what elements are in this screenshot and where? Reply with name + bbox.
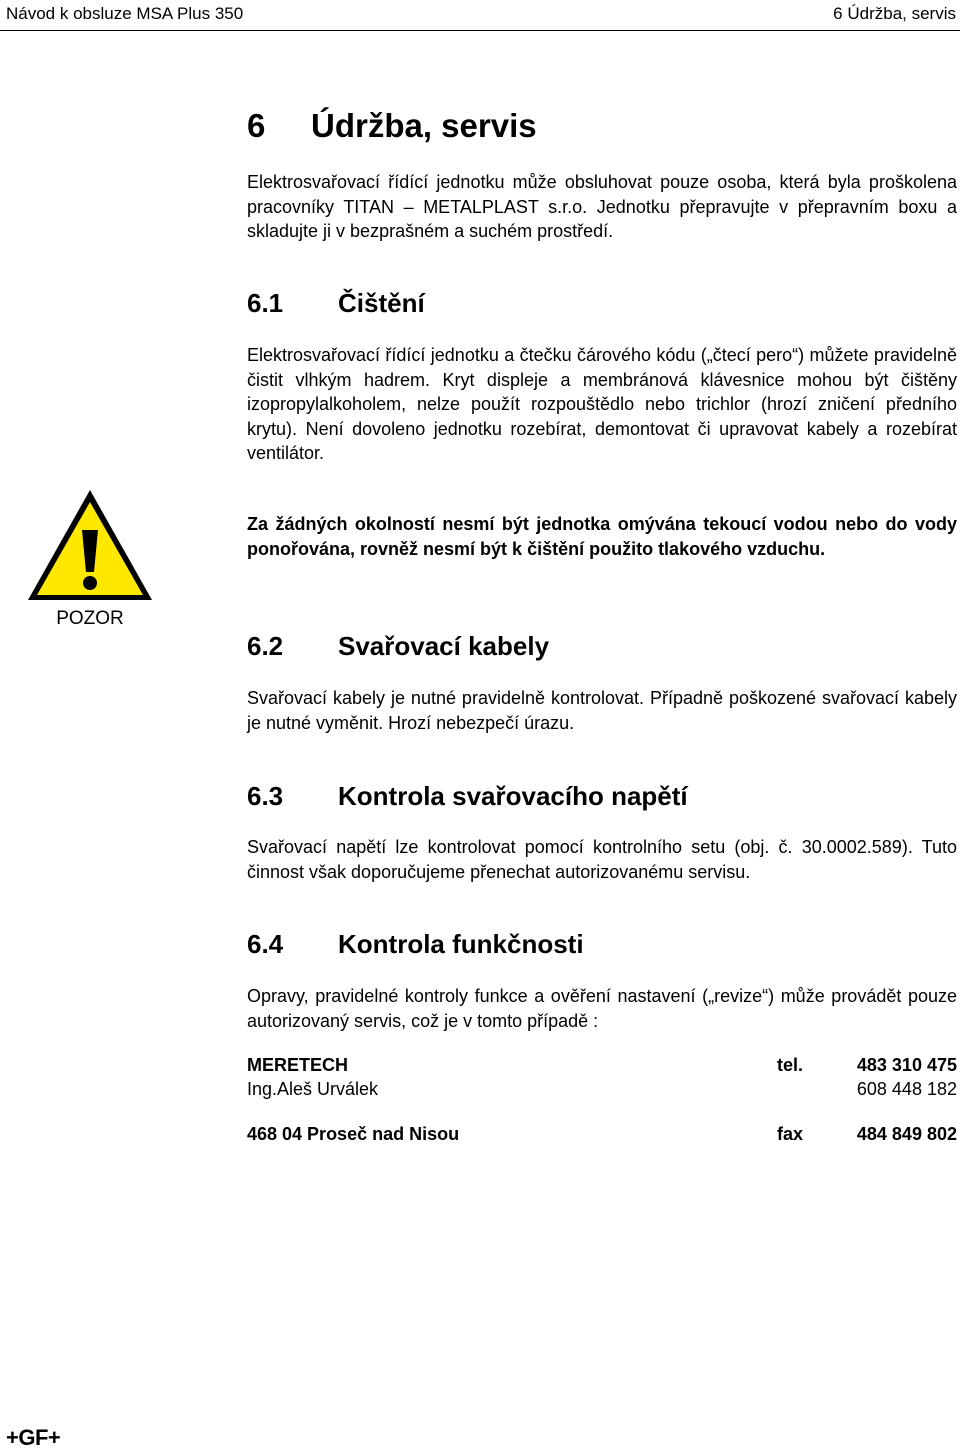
- section-6-heading: [247, 104, 537, 148]
- warning-text: Za žádných okolností nesmí být jednotka omývána tekoucí vodou nebo do vody ponořována, rovněž nesmí být k čištění použito tlakového vzduchu.: [247, 514, 957, 559]
- section-6-4-heading: [247, 927, 584, 961]
- section-6-4-text: Opravy, pravidelné kontroly funkce a ověření nastavení („revize“) může provádět pouze autorizovaný servis, což je v tomto případě :: [247, 986, 957, 1031]
- warning-label: POZOR: [56, 608, 124, 629]
- contact-tel: 483 310 475: [856, 1055, 957, 1075]
- section-6-1-number: 6.1: [247, 288, 284, 318]
- section-6-3-heading: [247, 779, 688, 813]
- warning-triangle-icon: [24, 486, 156, 604]
- section-6-3-text: Svařovací napětí lze kontrolovat pomocí kontrolního setu (obj. č. 30.0002.589). Tuto činnost však doporučujeme přenechat autorizovanému servisu.: [247, 837, 957, 882]
- section-6-3-title: Kontrola svařovacího napětí: [338, 781, 688, 811]
- contact-fax: 484 849 802: [856, 1124, 957, 1144]
- section-6-2-text: Svařovací kabely je nutné pravidelně kontrolovat. Případně poškozené svařovací kabely je nutné vyměnit. Hrozí nebezpečí úrazu.: [247, 688, 957, 733]
- section-6-title: Údržba, servis: [311, 107, 537, 144]
- page-header: [0, 0, 960, 31]
- section-6-2-title: Svařovací kabely: [338, 631, 550, 661]
- contact-company: MERETECH: [247, 1055, 349, 1075]
- contact-address: 468 04 Proseč nad Nisou: [247, 1124, 460, 1144]
- contact-mobile: 608 448 182: [856, 1079, 957, 1099]
- section-6-1-text: Elektrosvařovací řídící jednotku a čtečku čárového kódu („čtecí pero“) můžete pravidelně čistit vlhkým hadrem. Kryt displeje a membránová klávesnice mohou být čištěny izopropylalkoholem, nelze použít rozpouštědlo nebo trichlor (hrozí zničení předního krytu). Není dovoleno jednotku rozebírat, demontovat či upravovat kabely a rozebírat ventilátor.: [247, 345, 957, 464]
- section-6-4-number: 6.4: [247, 929, 284, 959]
- section-6-1-heading: [247, 286, 425, 320]
- section-6-2-number: 6.2: [247, 631, 284, 661]
- gf-logo: +GF+: [6, 1425, 61, 1450]
- contact-tel-label: tel.: [777, 1055, 804, 1075]
- header-chapter-title: 6 Údržba, servis: [833, 4, 956, 23]
- section-6-3-number: 6.3: [247, 781, 284, 811]
- section-6-4-title: Kontrola funkčnosti: [338, 929, 584, 959]
- section-6-2-heading: [247, 629, 549, 663]
- contact-fax-label: fax: [777, 1124, 804, 1144]
- contact-person: Ing.Aleš Urválek: [247, 1079, 379, 1099]
- section-6-number: 6: [247, 107, 266, 144]
- header-document-title: Návod k obsluze MSA Plus 350: [6, 4, 244, 23]
- section-6-text: Elektrosvařovací řídící jednotku může obsluhovat pouze osoba, která byla proškolena pracovníky TITAN – METALPLAST s.r.o. Jednotku přepravujte v přepravním boxu a skladujte ji v bezprašném a suchém prostředí.: [247, 172, 957, 242]
- section-6-1-title: Čištění: [338, 288, 425, 318]
